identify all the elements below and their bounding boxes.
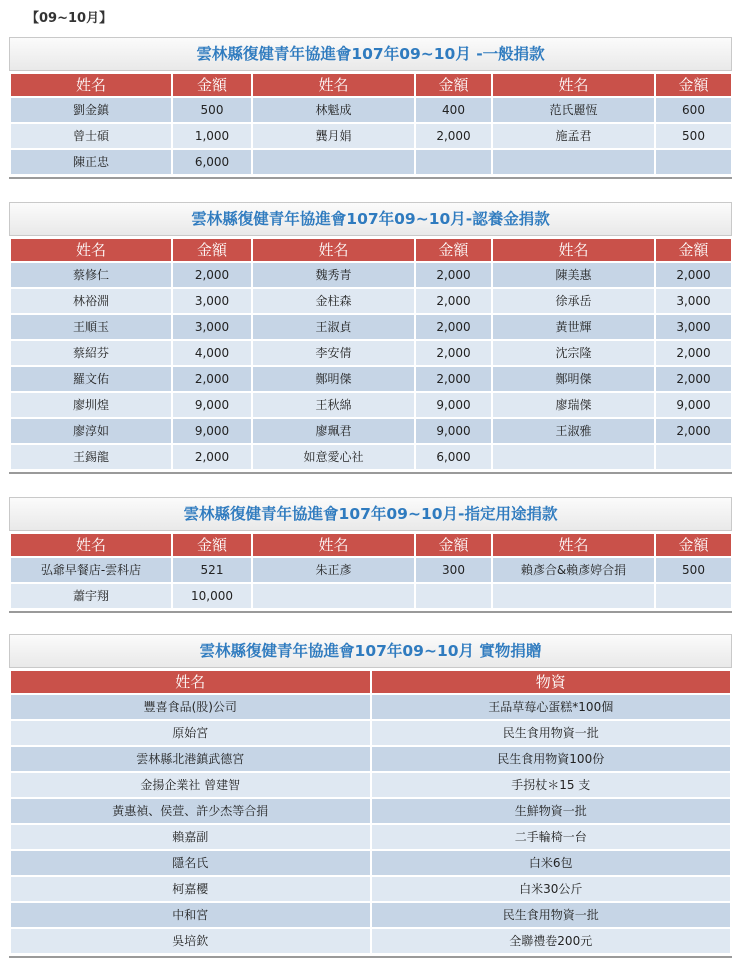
amount: 4,000 (173, 341, 251, 365)
amount: 600 (656, 98, 731, 122)
donor-name: 隱名氏 (11, 851, 370, 875)
column-header-amount: 金額 (416, 239, 491, 261)
donor-name: 中和宮 (11, 903, 370, 927)
column-header-name: 姓名 (253, 239, 414, 261)
amount: 2,000 (416, 124, 491, 148)
table-row (11, 695, 730, 719)
amount (656, 445, 731, 469)
column-header-item: 物資 (372, 671, 731, 693)
donor-name: 龔月娟 (253, 124, 414, 148)
amount: 2,000 (416, 367, 491, 391)
table-header-row (11, 534, 731, 556)
donated-item: 二手輪椅一台 (372, 825, 731, 849)
amount: 2,000 (656, 263, 731, 287)
amount: 9,000 (416, 419, 491, 443)
amount: 6,000 (173, 150, 251, 174)
table-row (11, 124, 731, 148)
amount: 9,000 (416, 393, 491, 417)
amount: 500 (656, 124, 731, 148)
donor-name: 蔡修仁 (11, 263, 171, 287)
goods-table (9, 669, 732, 955)
amount (416, 584, 491, 608)
column-header-amount: 金額 (173, 534, 251, 556)
table-header-row (11, 239, 731, 261)
amount: 3,000 (173, 315, 251, 339)
donor-name: 賴嘉副 (11, 825, 370, 849)
donor-name: 范氏麗恆 (493, 98, 654, 122)
divider (9, 472, 732, 474)
donor-name: 黃惠禎、侯萱、許少杰等合捐 (11, 799, 370, 823)
amount: 2,000 (173, 367, 251, 391)
table-row (11, 903, 730, 927)
donor-name (493, 150, 654, 174)
donor-name: 豐喜食品(股)公司 (11, 695, 370, 719)
divider (9, 611, 732, 613)
column-header-amount: 金額 (656, 74, 731, 96)
amount: 9,000 (173, 393, 251, 417)
table-row (11, 445, 731, 469)
amount: 3,000 (656, 315, 731, 339)
column-header-amount: 金額 (656, 239, 731, 261)
donor-name: 廖淳如 (11, 419, 171, 443)
donor-name: 林裕淵 (11, 289, 171, 313)
amount: 500 (656, 558, 731, 582)
section-title: 雲林縣復健青年協進會107年09~10月 實物捐贈 (9, 634, 732, 668)
divider (9, 956, 732, 958)
amount: 2,000 (416, 315, 491, 339)
amount: 3,000 (173, 289, 251, 313)
table-row (11, 851, 730, 875)
section-title: 雲林縣復健青年協進會107年09~10月 -一般捐款 (9, 37, 732, 71)
donated-item: 生鮮物資一批 (372, 799, 731, 823)
general-donation-section (9, 37, 732, 179)
table-header-row (11, 74, 731, 96)
amount: 6,000 (416, 445, 491, 469)
adoption-donation-section (9, 202, 732, 474)
column-header-amount: 金額 (416, 534, 491, 556)
table-row (11, 747, 730, 771)
table-row (11, 367, 731, 391)
amount: 2,000 (656, 341, 731, 365)
column-header-amount: 金額 (416, 74, 491, 96)
amount: 2,000 (656, 367, 731, 391)
column-header-name: 姓名 (11, 534, 171, 556)
donation-table (9, 72, 733, 176)
donor-name: 朱正彥 (253, 558, 414, 582)
donor-name: 李安倩 (253, 341, 414, 365)
table-row (11, 263, 731, 287)
donor-name: 林魁成 (253, 98, 414, 122)
donor-name: 王錫龍 (11, 445, 171, 469)
table-row (11, 773, 730, 797)
donation-table (9, 237, 733, 471)
amount (416, 150, 491, 174)
amount (656, 584, 731, 608)
amount: 521 (173, 558, 251, 582)
donor-name: 如意愛心社 (253, 445, 414, 469)
column-header-name: 姓名 (493, 74, 654, 96)
donor-name: 劉金鎮 (11, 98, 171, 122)
table-row (11, 150, 731, 174)
amount: 9,000 (173, 419, 251, 443)
table-row (11, 315, 731, 339)
divider (9, 177, 732, 179)
table-row (11, 825, 730, 849)
amount: 1,000 (173, 124, 251, 148)
donor-name: 魏秀青 (253, 263, 414, 287)
table-row (11, 289, 731, 313)
donor-name: 沈宗隆 (493, 341, 654, 365)
column-header-name: 姓名 (11, 239, 171, 261)
donor-name: 柯嘉櫻 (11, 877, 370, 901)
section-title: 雲林縣復健青年協進會107年09~10月-認養金捐款 (9, 202, 732, 236)
donor-name: 陳正忠 (11, 150, 171, 174)
amount: 2,000 (173, 445, 251, 469)
donor-name (493, 445, 654, 469)
amount: 400 (416, 98, 491, 122)
goods-donation-section (9, 634, 732, 958)
column-header-name: 姓名 (493, 534, 654, 556)
donor-name: 蔡紹芬 (11, 341, 171, 365)
period-label: 【09~10月】 (26, 11, 113, 26)
table-row (11, 341, 731, 365)
amount: 2,000 (416, 263, 491, 287)
donor-name: 鄭明傑 (253, 367, 414, 391)
donor-name: 曾士碩 (11, 124, 171, 148)
donated-item: 手拐杖＊15 支 (372, 773, 731, 797)
table-row (11, 419, 731, 443)
donor-name: 黃世輝 (493, 315, 654, 339)
donated-item: 民生食用物資一批 (372, 721, 731, 745)
donor-name: 雲林縣北港鎮武德宮 (11, 747, 370, 771)
amount: 500 (173, 98, 251, 122)
donated-item: 白米6包 (372, 851, 731, 875)
donated-item: 全聯禮卷200元 (372, 929, 731, 953)
donor-name (253, 150, 414, 174)
designated-donation-section (9, 497, 732, 613)
donor-name: 王淑雅 (493, 419, 654, 443)
donor-name: 王淑貞 (253, 315, 414, 339)
donor-name: 金揚企業社 曾建智 (11, 773, 370, 797)
amount: 2,000 (173, 263, 251, 287)
donor-name: 弘爺早餐店-雲科店 (11, 558, 171, 582)
donated-item: 民生食用物資一批 (372, 903, 731, 927)
donor-name: 廖珮君 (253, 419, 414, 443)
donor-name: 原始宮 (11, 721, 370, 745)
donor-name: 金柱森 (253, 289, 414, 313)
amount: 300 (416, 558, 491, 582)
donor-name: 蕭宇翔 (11, 584, 171, 608)
table-row (11, 929, 730, 953)
donor-name: 施孟君 (493, 124, 654, 148)
donor-name (253, 584, 414, 608)
column-header-name: 姓名 (253, 74, 414, 96)
donated-item: 白米30公斤 (372, 877, 731, 901)
donated-item: 民生食用物資100份 (372, 747, 731, 771)
column-header-name: 姓名 (253, 534, 414, 556)
donor-name: 鄭明傑 (493, 367, 654, 391)
donation-table (9, 532, 733, 610)
table-row (11, 558, 731, 582)
column-header-name: 姓名 (11, 74, 171, 96)
column-header-amount: 金額 (173, 74, 251, 96)
donor-name: 陳美惠 (493, 263, 654, 287)
table-row (11, 393, 731, 417)
column-header-amount: 金額 (656, 534, 731, 556)
amount: 10,000 (173, 584, 251, 608)
amount: 2,000 (416, 289, 491, 313)
amount (656, 150, 731, 174)
donor-name (493, 584, 654, 608)
table-row (11, 721, 730, 745)
donor-name: 廖圳煌 (11, 393, 171, 417)
column-header-name: 姓名 (493, 239, 654, 261)
column-header-amount: 金額 (173, 239, 251, 261)
table-row (11, 584, 731, 608)
table-row (11, 877, 730, 901)
donor-name: 賴彥合&賴彥婷合捐 (493, 558, 654, 582)
donor-name: 王秋綿 (253, 393, 414, 417)
table-row (11, 799, 730, 823)
table-row (11, 98, 731, 122)
column-header-name: 姓名 (11, 671, 370, 693)
table-header-row (11, 671, 730, 693)
amount: 9,000 (656, 393, 731, 417)
section-title: 雲林縣復健青年協進會107年09~10月-指定用途捐款 (9, 497, 732, 531)
amount: 2,000 (416, 341, 491, 365)
amount: 2,000 (656, 419, 731, 443)
donor-name: 徐承岳 (493, 289, 654, 313)
donor-name: 吳培欽 (11, 929, 370, 953)
donor-name: 羅文佑 (11, 367, 171, 391)
donated-item: 王品草莓心蛋糕*100個 (372, 695, 731, 719)
donor-name: 王順玉 (11, 315, 171, 339)
donor-name: 廖瑞傑 (493, 393, 654, 417)
amount: 3,000 (656, 289, 731, 313)
